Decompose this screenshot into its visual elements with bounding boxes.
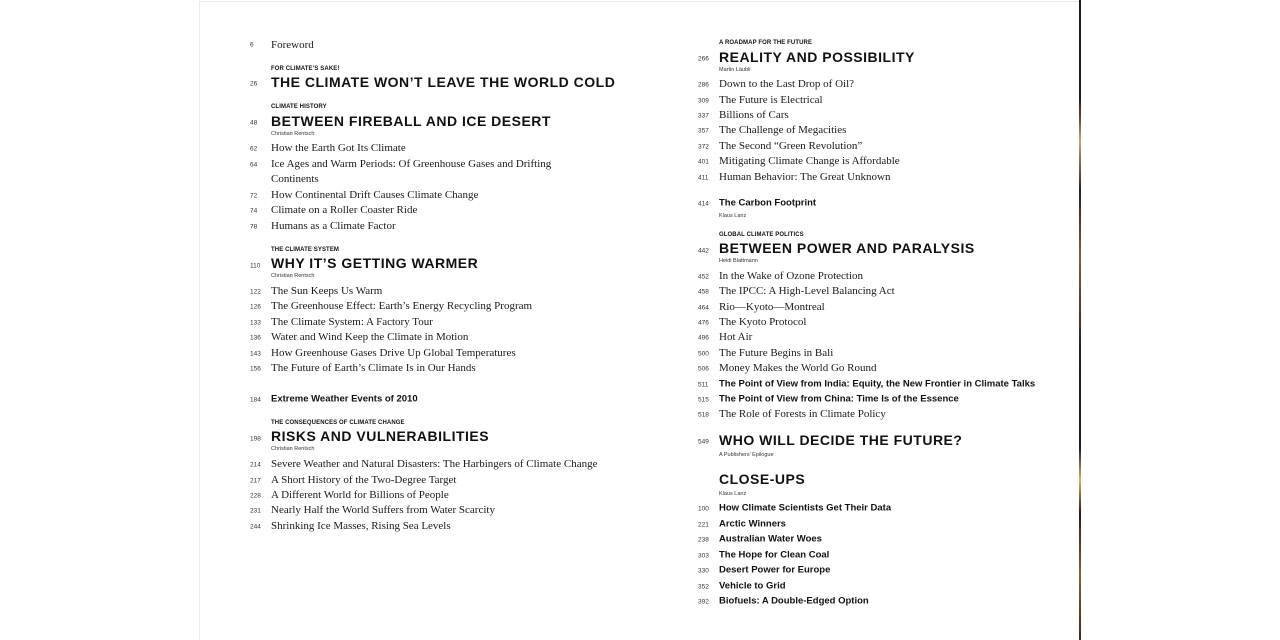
page-number: 442	[698, 247, 709, 255]
entry-title: Human Behavior: The Great Unknown	[719, 171, 891, 183]
entry-title: In the Wake of Ozone Protection	[719, 270, 864, 282]
entry-title: A Short History of the Two-Degree Target	[271, 474, 457, 486]
entry-title: The Second “Green Revolution”	[719, 140, 863, 152]
section-kicker: CLIMATE HISTORY	[271, 104, 327, 110]
page-number: 6	[250, 41, 254, 49]
section-author: Christian Rentsch	[271, 446, 315, 452]
page-number: 458	[698, 288, 709, 296]
entry-title: How Greenhouse Gases Drive Up Global Temperatures	[271, 347, 516, 359]
page-number: 411	[698, 174, 709, 182]
entry-title: The Challenge of Megacities	[719, 124, 847, 136]
page-number: 464	[698, 304, 709, 312]
section-author: Klaus Lanz	[719, 491, 747, 497]
entry-title: The Future of Earth’s Climate Is in Our Hands	[271, 362, 476, 374]
page-number: 26	[250, 80, 258, 88]
section-kicker: GLOBAL CLIMATE POLITICS	[719, 232, 804, 238]
page-number: 184	[250, 396, 261, 404]
page-number: 156	[250, 365, 261, 373]
section-kicker: THE CLIMATE SYSTEM	[271, 247, 340, 253]
page-number: 126	[250, 303, 261, 311]
entry-title: Rio—Kyoto—Montreal	[719, 301, 825, 313]
page-number: 518	[698, 411, 709, 419]
entry-title: Nearly Half the World Suffers from Water Scarcity	[271, 504, 495, 516]
entry-title: Water and Wind Keep the Climate in Motion	[271, 331, 469, 343]
section-heading: THE CLIMATE WON’T LEAVE THE WORLD COLD	[271, 74, 616, 90]
entry-title: Climate on a Roller Coaster Ride	[271, 204, 418, 216]
page-number: 100	[698, 505, 709, 513]
page-number: 309	[698, 97, 709, 105]
section-heading: WHY IT’S GETTING WARMER	[271, 255, 479, 271]
page-number: 476	[698, 319, 709, 327]
entry-title: The Climate System: A Factory Tour	[271, 316, 433, 328]
entry-title: Extreme Weather Events of 2010	[271, 393, 418, 405]
page-number: 337	[698, 112, 709, 120]
page-number: 452	[698, 273, 709, 281]
entry-title: The Carbon Footprint	[719, 197, 817, 209]
entry-title: Desert Power for Europe	[719, 564, 831, 576]
entry-title: How Continental Drift Causes Climate Change	[271, 189, 479, 201]
entry-title: Shrinking Ice Masses, Rising Sea Levels	[271, 520, 451, 532]
section-author: Martin Läubli	[719, 67, 751, 73]
entry-title: The Kyoto Protocol	[719, 316, 807, 328]
section-heading: CLOSE-UPS	[719, 471, 806, 487]
book-spine-edge	[1079, 0, 1081, 640]
page-number: 64	[250, 161, 258, 169]
section-author: A Publishers’ Epilogue	[719, 452, 774, 458]
entry-title: The Greenhouse Effect: Earth’s Energy Recycling Program	[271, 300, 533, 312]
entry-title: The IPCC: A High-Level Balancing Act	[719, 285, 895, 297]
page-number: 352	[698, 583, 709, 591]
section-author: Christian Rentsch	[271, 273, 315, 279]
section-author: Heidi Blattmann	[719, 258, 758, 264]
page-number: 496	[698, 334, 709, 342]
page-number: 74	[250, 207, 258, 215]
page-number: 228	[250, 492, 261, 500]
page-number: 244	[250, 523, 261, 531]
entry-title: Humans as a Climate Factor	[271, 220, 396, 232]
entry-title: Money Makes the World Go Round	[719, 362, 877, 374]
section-heading: WHO WILL DECIDE THE FUTURE?	[719, 432, 963, 448]
page-number: 214	[250, 461, 261, 469]
entry-title: How Climate Scientists Get Their Data	[719, 502, 892, 514]
page-number: 62	[250, 145, 258, 153]
section-author: Christian Rentsch	[271, 131, 315, 137]
page-number: 78	[250, 223, 258, 231]
page-number: 414	[698, 200, 709, 208]
page-number: 72	[250, 192, 258, 200]
section-kicker: FOR CLIMATE’S SAKE!	[271, 66, 340, 72]
page-number: 110	[250, 262, 261, 270]
entry-title: Severe Weather and Natural Disasters: The Harbingers of Climate Change	[271, 458, 598, 470]
entry-title: A Different World for Billions of People	[271, 489, 449, 501]
entry-title: How the Earth Got Its Climate	[271, 142, 406, 154]
page-number: 506	[698, 365, 709, 373]
page-number: 198	[250, 435, 261, 443]
section-kicker: A ROADMAP FOR THE FUTURE	[719, 40, 813, 46]
entry-title: Hot Air	[719, 331, 753, 343]
page-number: 136	[250, 334, 261, 342]
entry-title: Foreword	[271, 39, 314, 51]
page-number: 221	[698, 521, 709, 529]
entry-title: Vehicle to Grid	[719, 580, 786, 592]
page-number: 231	[250, 507, 261, 515]
page-number: 401	[698, 158, 709, 166]
page-number: 511	[698, 381, 709, 389]
entry-title: The Hope for Clean Coal	[719, 549, 830, 561]
page-number: 143	[250, 350, 261, 358]
page-number: 392	[698, 598, 709, 606]
page-number: 122	[250, 288, 261, 296]
section-heading: REALITY AND POSSIBILITY	[719, 49, 915, 65]
section-heading: RISKS AND VULNERABILITIES	[271, 428, 490, 444]
entry-title: Arctic Winners	[719, 518, 786, 530]
page-number: 549	[698, 438, 709, 446]
entry-title: Australian Water Woes	[719, 533, 822, 545]
entry-title: The Point of View from India: Equity, the New Frontier in Climate Talks	[719, 378, 1036, 390]
page-number: 217	[250, 477, 261, 485]
section-heading: BETWEEN FIREBALL AND ICE DESERT	[271, 113, 551, 129]
entry-title: Down to the Last Drop of Oil?	[719, 78, 855, 90]
page-number: 330	[698, 567, 709, 575]
entry-title: The Sun Keeps Us Warm	[271, 285, 383, 297]
page-number: 238	[698, 536, 709, 544]
entry-title: Ice Ages and Warm Periods: Of Greenhouse Gases and Drifting	[271, 158, 552, 170]
section-author: Klaus Lanz	[719, 213, 747, 219]
page-number: 48	[250, 119, 258, 127]
section-kicker: THE CONSEQUENCES OF CLIMATE CHANGE	[271, 420, 405, 426]
entry-title: The Point of View from China: Time Is of the Essence	[719, 393, 959, 405]
entry-title: The Future is Electrical	[719, 94, 823, 106]
page-number: 372	[698, 143, 709, 151]
page-number: 286	[698, 81, 709, 89]
entry-title: The Role of Forests in Climate Policy	[719, 408, 886, 420]
entry-title-continued: Continents	[271, 173, 319, 185]
page-number: 357	[698, 127, 709, 135]
page-number: 266	[698, 55, 709, 63]
entry-title: Biofuels: A Double-Edged Option	[719, 595, 869, 607]
page-number: 303	[698, 552, 709, 560]
entry-title: Mitigating Climate Change is Affordable	[719, 155, 900, 167]
page-number: 515	[698, 396, 709, 404]
page-number: 133	[250, 319, 261, 327]
section-heading: BETWEEN POWER AND PARALYSIS	[719, 240, 975, 256]
entry-title: The Future Begins in Bali	[719, 347, 834, 359]
page-number: 500	[698, 350, 709, 358]
entry-title: Billions of Cars	[719, 109, 789, 121]
